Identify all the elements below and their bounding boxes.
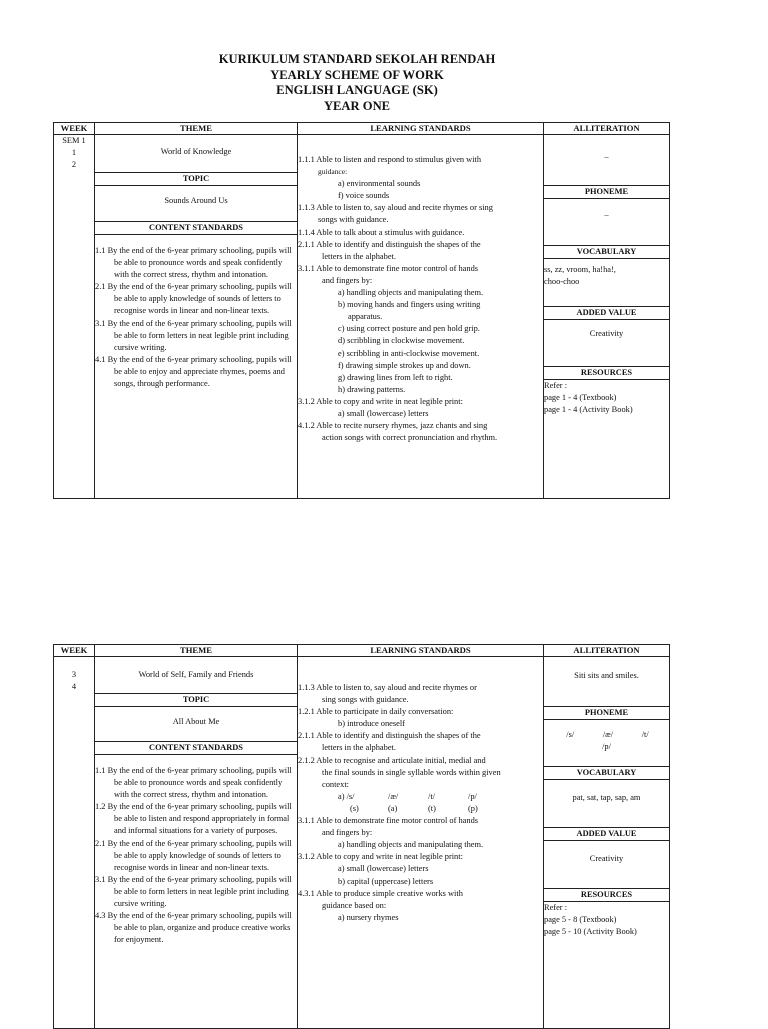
header-scheme: YEARLY SCHEME OF WORK	[270, 67, 444, 82]
content-standards-label: CONTENT STANDARDS	[95, 222, 297, 235]
header-year: YEAR ONE	[323, 98, 391, 113]
content-standard-item: 3.1 By the end of the 6-year primary schooling, pupils will be able to form letters in neat legible print including cursive writing.	[95, 874, 292, 909]
topic-label: TOPIC	[95, 173, 297, 186]
theme-value: World of Knowledge	[95, 135, 297, 173]
vocabulary-value: pat, sat, tap, sap, am	[544, 780, 669, 828]
content-standard-item: 2.1 By the end of the 6-year primary schooling, pupils will be able to apply knowledge of sounds of letters to recognise words in linear and non-linear texts.	[95, 282, 292, 316]
theme-column	[95, 657, 298, 1029]
week-header: WEEK	[54, 645, 95, 657]
theme-header: THEME	[95, 645, 298, 657]
alliteration-header: ALLITERATION	[544, 123, 670, 135]
phoneme-value: /s/ /æ/ /t/ /p/	[544, 720, 669, 767]
details-column	[544, 657, 670, 1029]
header-curriculum: KURIKULUM STANDARD SEKOLAH RENDAH	[218, 52, 496, 66]
resources-label: RESOURCES	[544, 367, 669, 380]
learning-standards-cell: 1.1.1 Able to listen and respond to stimulus given with guidance: a) environmental sounds f) voice sounds 1.1.3 Able to listen to, say aloud and recite rhymes or sing songs with guidance. 1.1.4 Able to talk about a stimulus with guidance. 2.1.1 Able to identify and distinguish the shapes of the letters in the alphabet. 3.1.1 Able to demonstrate fine motor control of hands and fingers by: a) handling objects and manipulating them. b) moving hands and fingers using writing apparatus. c) using correct posture and pen hold grip. d) scribbling in clockwise movement. e) scribbling in anti-clockwise movement. f) drawing simple strokes up and down. g) drawing lines from left to right. h) drawing patterns. 3.1.2 Able to copy and write in neat legible print: a) small (lowercase) letters 4.1.2 Able to recite nursery rhymes, jazz chants and sing action songs with correct pronunciation and rhythm.	[298, 135, 544, 499]
content-standards-list	[95, 235, 297, 390]
vocabulary-label: VOCABULARY	[544, 246, 669, 259]
week-cell: SEM 1 1 2	[54, 135, 95, 499]
theme-column	[95, 135, 298, 499]
phoneme-label: PHONEME	[544, 186, 669, 199]
content-standards-label: CONTENT STANDARDS	[95, 742, 297, 755]
content-standard-item: 4.3 By the end of the 6-year primary schooling, pupils will be able to plan, organize and produce creative works for enjoyment.	[95, 911, 292, 945]
topic-value: All About Me	[95, 707, 297, 742]
content-standard-item: 3.1 By the end of the 6-year primary schooling, pupils will be able to form letters in neat legible print including cursive writing.	[95, 318, 292, 352]
content-standard-item: 1.2 By the end of the 6-year primary schooling, pupils will be able to listen and respond appropriately in formal and informal situations for a variety of purposes.	[95, 802, 292, 836]
details-column	[544, 135, 670, 499]
content-standard-item: 4.1 By the end of the 6-year primary schooling, pupils will be able to enjoy and appreciate rhymes, poems and songs, through performance.	[95, 354, 292, 389]
learning-standards-header: LEARNING STANDARDS	[298, 123, 544, 135]
phoneme-label: PHONEME	[544, 707, 669, 720]
theme-value: World of Self, Family and Friends	[95, 657, 297, 694]
resources-value: Refer : page 5 - 8 (Textbook) page 5 - 10 (Activity Book)	[544, 903, 637, 937]
phoneme-value: _	[544, 199, 669, 246]
resources-label: RESOURCES	[544, 889, 669, 902]
resources-value: Refer : page 1 - 4 (Textbook) page 1 - 4 (Activity Book)	[544, 381, 633, 415]
topic-value: Sounds Around Us	[95, 186, 297, 222]
week-header: WEEK	[54, 123, 95, 135]
alliteration-value: _	[544, 135, 669, 186]
added-value-label: ADDED VALUE	[544, 828, 669, 841]
topic-label: TOPIC	[95, 694, 297, 707]
learning-standards-header: LEARNING STANDARDS	[298, 645, 544, 657]
week-cell: 3 4	[54, 657, 95, 1029]
content-standards-list	[95, 755, 297, 946]
vocabulary-label: VOCABULARY	[544, 767, 669, 780]
content-standard-item: 2.1 By the end of the 6-year primary schooling, pupils will be able to apply knowledge of sounds of letters to recognise words in linear and non-linear texts.	[95, 838, 292, 872]
added-value: Creativity	[544, 320, 669, 367]
scheme-table-2	[53, 644, 670, 1029]
header-subject: ENGLISH LANGUAGE (SK)	[276, 83, 438, 97]
added-value: Creativity	[544, 841, 669, 889]
content-standard-item: 1.1 By the end of the 6-year primary schooling, pupils will be able to pronounce words and speak confidently with the correct stress, rhythm and intonation.	[95, 766, 292, 800]
theme-header: THEME	[95, 123, 298, 135]
learning-standards-cell: 1.1.3 Able to listen to, say aloud and recite rhymes or sing songs with guidance. 1.2.1 Able to participate in daily conversation: b) introduce oneself 2.1.1 Able to identify and distinguish the shapes of the letters in the alphabet. 2.1.2 Able to recognise and articulate initial, medial and the final sounds in single syllable words within given context: a) /s/ /æ/ /t/ /p/ (s) (a) (t) (p) 3.1.1 Able to demonstrate fine motor control of hands and fingers by: a) handling objects and manipulating them. 3.1.2 Able to copy and write in neat legible print: a) small (lowercase) letters b) capital (uppercase) letters 4.3.1 Able to produce simple creative works with guidance based on: a) nursery rhymes	[298, 657, 544, 1029]
content-standard-item: 1.1 By the end of the 6-year primary schooling, pupils will be able to pronounce words and speak confidently with the correct stress, rhythm and intonation.	[95, 246, 292, 280]
document-header	[0, 52, 714, 114]
alliteration-header: ALLITERATION	[544, 645, 670, 657]
alliteration-value: Siti sits and smiles.	[544, 657, 669, 707]
added-value-label: ADDED VALUE	[544, 307, 669, 320]
phoneme-letters: (s) (a) (t) (p)	[350, 803, 478, 813]
scheme-table-1	[53, 122, 670, 499]
vocabulary-value: ss, zz, vroom, ha!ha!, choo-choo	[544, 259, 669, 307]
phoneme-symbols: a) /s/ /æ/ /t/ /p/	[338, 791, 477, 801]
